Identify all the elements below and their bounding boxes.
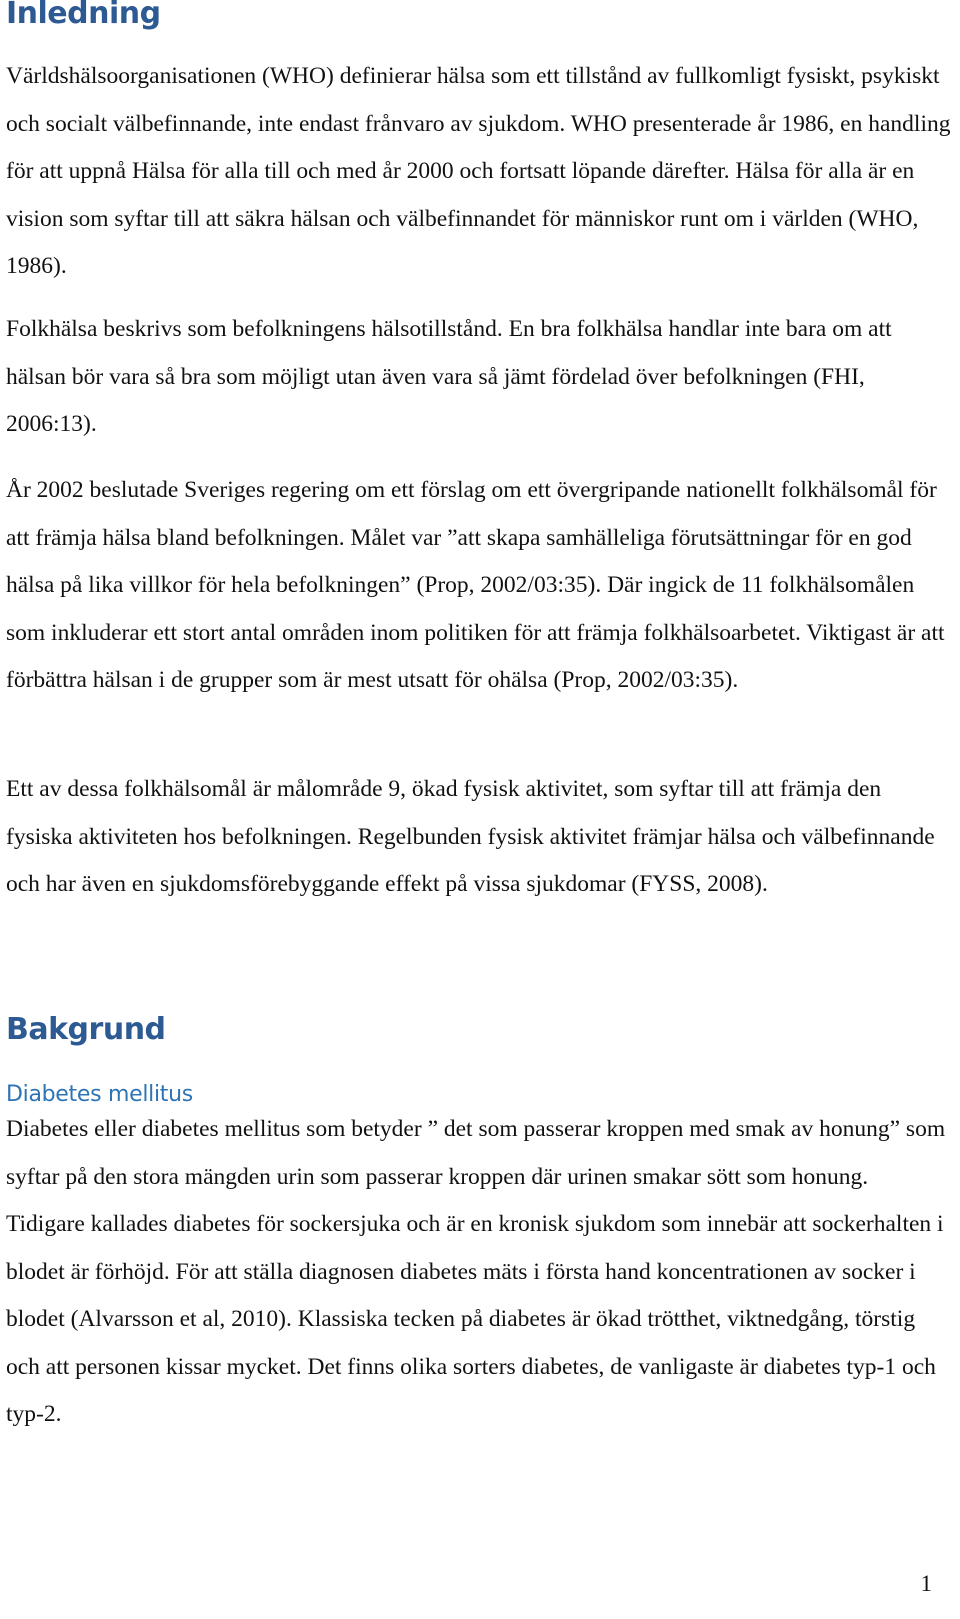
paragraph-who-definition: Världshälsoorganisationen (WHO) definierar hälsa som ett tillstånd av fullkomligt fysiskt, psykiskt och socialt välbefinnande, inte endast frånvaro av sjukdom. WHO presenterade år 1986, en handling för att uppnå Hälsa för alla till och med år 2000 och fortsatt löpande därefter. Hälsa för alla är en vision som syftar till att säkra hälsan och välbefinnandet för människor runt om i världen (WHO, 1986). [6,63,951,279]
heading-bakgrund: Bakgrund [6,1012,166,1047]
paragraph-folkhalsomal: År 2002 beslutade Sveriges regering om ett förslag om ett övergripande nationellt folkhälsomål för att främja hälsa bland befolkningen. Målet var ”att skapa samhälleliga förutsättningar för en god hälsa på lika villkor för hela befolkningen” (Prop, 2002/03:35). Där ingick de 11 folkhälsomålen som inkluderar ett stort antal områden inom politiken för att främja folkhälsoarbetet. Viktigast är att förbättra hälsan i de grupper som är mest utsatt för ohälsa (Prop, 2002/03:35). [6,477,945,693]
paragraph-malomrade-9: Ett av dessa folkhälsomål är målområde 9, ökad fysisk aktivitet, som syftar till att främja den fysiska aktiviteten hos befolkningen. Regelbunden fysisk aktivitet främjar hälsa och välbefinnande och har även en sjukdomsförebyggande effekt på vissa sjukdomar (FYSS, 2008). [6,776,935,897]
paragraph-diabetes: Diabetes eller diabetes mellitus som betyder ” det som passerar kroppen med smak av honung” som syftar på den stora mängden urin som passerar kroppen där urinen smakar sött som honung. Tidigare kallades diabetes för sockersjuka och är en kronisk sjukdom som innebär att sockerhalten i blodet är förhöjd. För att ställa diagnosen diabetes mäts i första hand koncentrationen av socker i blodet (Alvarsson et al, 2010). Klassiska tecken på diabetes är ökad trötthet, viktnedgång, törstig och att personen kissar mycket. Det finns olika sorters diabetes, de vanligaste är diabetes typ-1 och typ-2. [6,1116,946,1427]
heading-inledning: Inledning [6,0,161,31]
page-number: 1 [920,1571,932,1596]
subheading-diabetes-mellitus: Diabetes mellitus [6,1082,193,1107]
paragraph-folkhalsa: Folkhälsa beskrivs som befolkningens hälsotillstånd. En bra folkhälsa handlar inte bara om att hälsan bör vara så bra som möjligt utan även vara så jämt fördelad över befolkningen (FHI, 2006:13). [6,316,892,437]
